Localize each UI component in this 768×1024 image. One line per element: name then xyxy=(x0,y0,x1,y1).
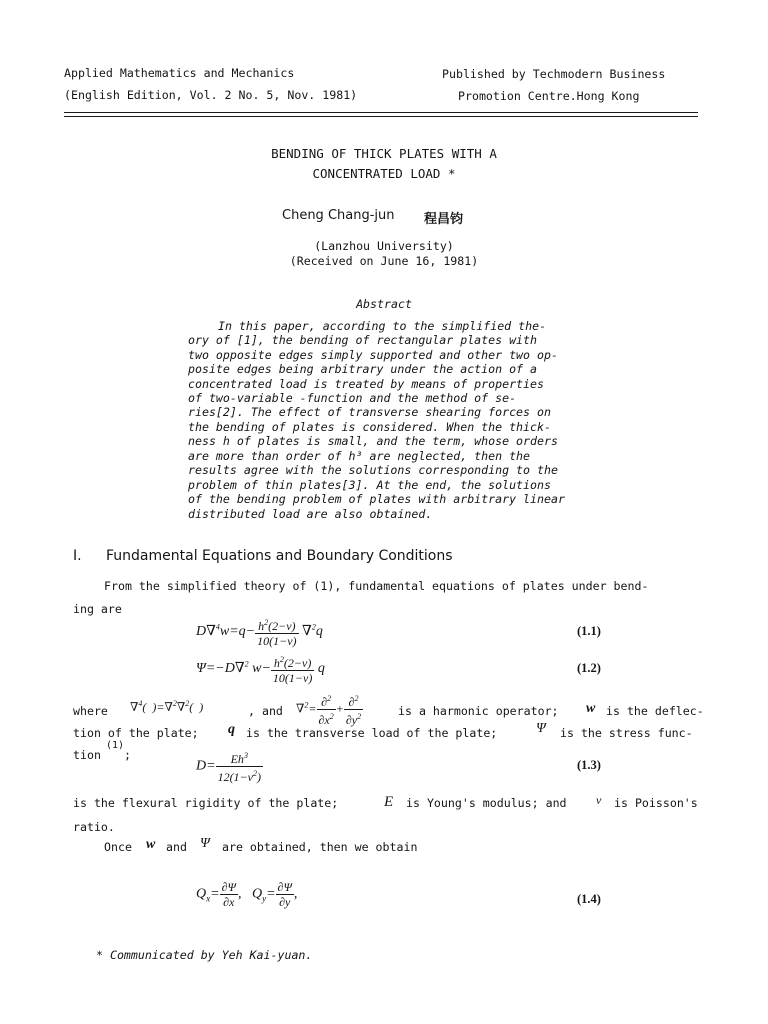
journal-edition: (English Edition, Vol. 2 No. 5, Nov. 1981) xyxy=(64,88,358,102)
equation-1-4: $Q_x=$ $\frac{\partial\Psi}{\partial x}$ , $Q_y=$ $\frac{\partial\Psi}{\partial y}$ , xyxy=(196,880,298,909)
abstract-line: are more than order of h³ are neglected, then the xyxy=(188,449,531,463)
symbol-w-2: w xyxy=(146,837,156,852)
symbol-q: q xyxy=(228,722,235,737)
abstract-line: posite edges being arbitrary under the action of a xyxy=(188,362,538,376)
and-word-2: and xyxy=(166,840,187,854)
publisher-line1: Published by Techmodern Business xyxy=(442,67,666,81)
where-word: where xyxy=(73,704,108,718)
symbol-w: w xyxy=(586,701,596,716)
stress-text: is the stress func- xyxy=(560,726,693,740)
abstract-line: of the bending problem of plates with arbitrary linear xyxy=(188,492,565,506)
abstract-line: ness h of plates is small, and the term, whose orders xyxy=(188,434,558,448)
and-word: , and xyxy=(248,704,283,718)
youngs-text: is Young's modulus; and xyxy=(406,796,567,810)
title-line1: BENDING OF THICK PLATES WITH A xyxy=(271,146,497,161)
footnote: * Communicated by Yeh Kai-yuan. xyxy=(96,948,313,962)
publisher-line2: Promotion Centre.Hong Kong xyxy=(458,89,640,103)
ratio-text: ratio. xyxy=(73,820,115,834)
abstract-line: ries[2]. The effect of transverse shearing forces on xyxy=(188,405,551,419)
author-name: Cheng Chang-jun xyxy=(282,208,395,223)
deflec-text: is the deflec- xyxy=(606,704,704,718)
tion-semicolon: ; xyxy=(124,748,131,762)
abstract-line: In this paper, according to the simplified the- xyxy=(218,319,547,333)
obtained-text: are obtained, then we obtain xyxy=(222,840,418,854)
symbol-psi-2: Ψ xyxy=(200,836,210,851)
equation-1-1: D∇$^4$w=q− $\frac{h^2(2-\nu)}{10(1-\nu)}$ ∇$^2$q xyxy=(196,618,323,648)
abstract-line: distributed load are also obtained. xyxy=(188,507,433,521)
section-title: Fundamental Equations and Boundary Conditions xyxy=(106,548,453,564)
received-date: (Received on June 16, 1981) xyxy=(289,254,479,268)
harmonic-text: is a harmonic operator; xyxy=(398,704,559,718)
abstract-line: ory of [1], the bending of rectangular plates with xyxy=(188,333,538,347)
abstract-line: the bending of plates is considered. When the thick- xyxy=(188,420,551,434)
header-rule-top xyxy=(64,112,698,113)
equation-1-2: Ψ=−D∇$^2$ w− $\frac{h^2(2-\nu)}{10(1-\nu)}$ q xyxy=(196,655,325,685)
tion-of-plate: tion of the plate; xyxy=(73,726,199,740)
laplacian-definition: ∇$^4$( )=∇$^2$∇$^2$( ) xyxy=(130,699,204,714)
affiliation: (Lanzhou University) xyxy=(314,239,454,253)
symbol-E: E xyxy=(384,794,394,810)
intro-line-1: From the simplified theory of (1), fundamental equations of plates under bend- xyxy=(104,579,649,593)
abstract-line: problem of thin plates[3]. At the end, the solutions xyxy=(188,478,551,492)
transverse-text: is the transverse load of the plate; xyxy=(246,726,498,740)
symbol-nu: ν xyxy=(596,793,602,807)
header-rule-bottom xyxy=(64,116,698,117)
abstract-heading: Abstract xyxy=(356,297,412,311)
abstract-line: of two-variable -function and the method of se- xyxy=(188,391,517,405)
abstract-line: two opposite edges simply supported and other two op- xyxy=(188,348,558,362)
abstract-line: results agree with the solutions corresponding to the xyxy=(188,463,558,477)
harmonic-operator: ∇$^2$= $\frac{\partial^2}{\partial x^2}$ + $\frac{\partial^2}{\partial y^2}$ xyxy=(296,694,362,727)
equation-number-1-3: (1.3) xyxy=(577,758,601,772)
equation-number-1-2: (1.2) xyxy=(577,661,601,675)
equation-number-1-1: (1.1) xyxy=(577,624,601,638)
once-word: Once xyxy=(104,840,132,854)
intro-line-2: ing are xyxy=(73,602,122,616)
journal-name: Applied Mathematics and Mechanics xyxy=(64,66,295,80)
title-line2: CONCENTRATED LOAD * xyxy=(312,166,456,181)
equation-1-3: D= $\frac{Eh^3}{12(1-\nu^2)}$ xyxy=(196,751,261,784)
abstract-line: concentrated load is treated by means of properties xyxy=(188,377,544,391)
section-number: I. xyxy=(73,548,82,564)
tion-text: tion xyxy=(73,748,101,762)
equation-number-1-4: (1.4) xyxy=(577,892,601,906)
author-name-cjk: 程昌钧 xyxy=(424,212,464,227)
tion-ref: (1) xyxy=(106,740,125,751)
rigidity-text: is the flexural rigidity of the plate; xyxy=(73,796,339,810)
poisson-text: is Poisson's xyxy=(614,796,698,810)
symbol-psi: Ψ xyxy=(536,721,546,736)
